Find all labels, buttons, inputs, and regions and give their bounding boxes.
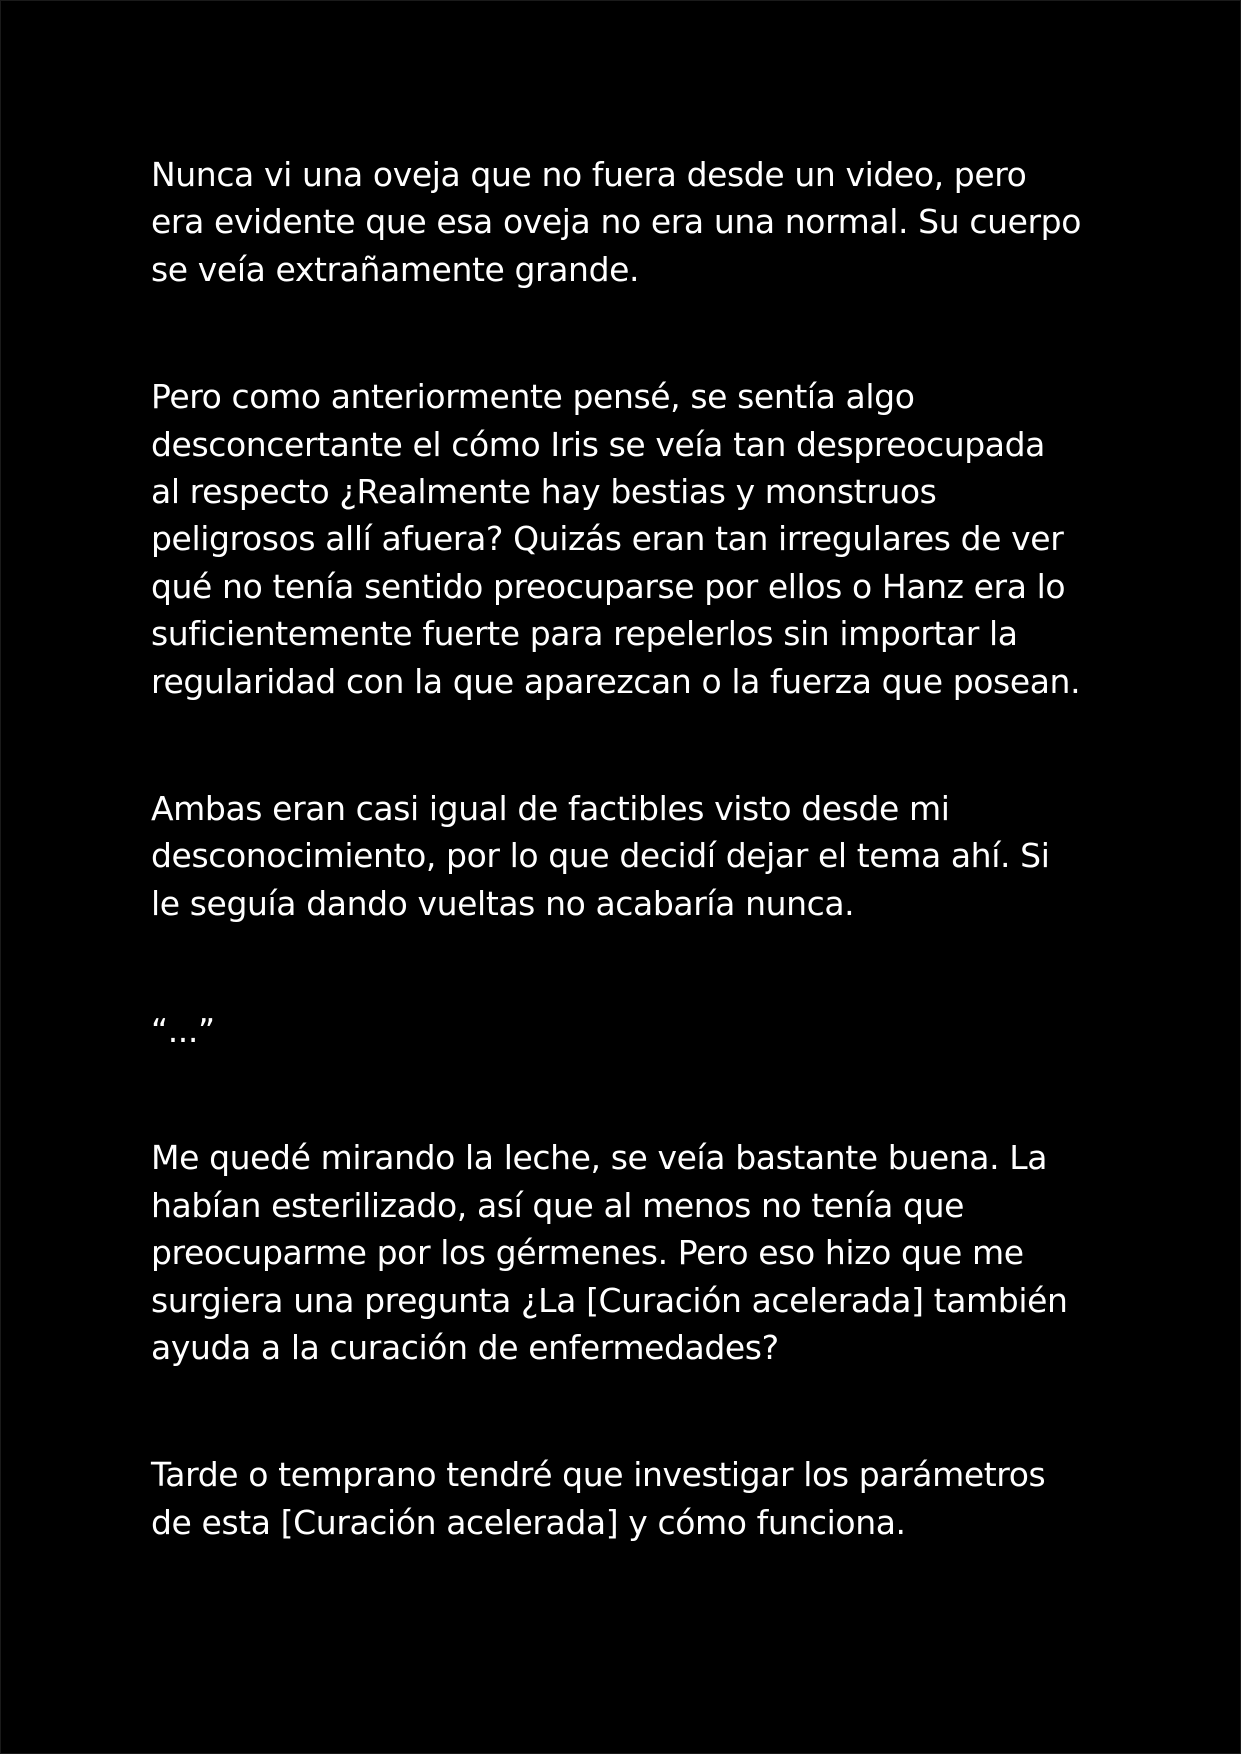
- text-line: surgiera una pregunta ¿La [Curación acelerada] también: [151, 1280, 1068, 1320]
- text-line: “...”: [151, 1011, 215, 1051]
- text-line: al respecto ¿Realmente hay bestias y monstruos: [151, 471, 937, 511]
- body-text: [151, 151, 1111, 1626]
- text-line: desconocimiento, por lo que decidí dejar el tema ahí. Si: [151, 836, 1050, 876]
- text-line: de esta [Curación acelerada] y cómo funciona.: [151, 1502, 906, 1542]
- text-line: le seguía dando vueltas no acabaría nunca.: [151, 883, 855, 923]
- paragraph-2: [151, 373, 1111, 705]
- text-line: se veía extrañamente grande.: [151, 249, 640, 289]
- text-line: suficientemente fuerte para repelerlos sin importar la: [151, 614, 1018, 654]
- paragraph-1: [151, 151, 1111, 293]
- text-line: Tarde o temprano tendré que investigar los parámetros: [151, 1455, 1046, 1495]
- text-line: desconcertante el cómo Iris se veía tan despreocupada: [151, 424, 1045, 464]
- text-line: Me quedé mirando la leche, se veía bastante buena. La: [151, 1138, 1048, 1178]
- paragraph-6: [151, 1451, 1111, 1546]
- text-line: era evidente que esa oveja no era una normal. Su cuerpo: [151, 202, 1081, 242]
- text-line: Nunca vi una oveja que no fuera desde un video, pero: [151, 155, 1027, 194]
- text-line: peligrosos allí afuera? Quizás eran tan irregulares de ver: [151, 519, 1064, 559]
- paragraph-5: [151, 1134, 1111, 1371]
- text-line: qué no tenía sentido preocuparse por ellos o Hanz era lo: [151, 566, 1066, 606]
- text-line: regularidad con la que aparezcan o la fuerza que posean.: [151, 661, 1081, 701]
- text-line: habían esterilizado, así que al menos no tenía que: [151, 1185, 964, 1225]
- paragraph-4-ellipsis: [151, 1007, 1111, 1054]
- text-line: Pero como anteriormente pensé, se sentía algo: [151, 377, 915, 417]
- text-line: Ambas eran casi igual de factibles visto desde mi: [151, 788, 950, 828]
- text-line: preocuparme por los gérmenes. Pero eso hizo que me: [151, 1233, 1024, 1273]
- paragraph-3: [151, 785, 1111, 927]
- text-line: ayuda a la curación de enfermedades?: [151, 1328, 779, 1368]
